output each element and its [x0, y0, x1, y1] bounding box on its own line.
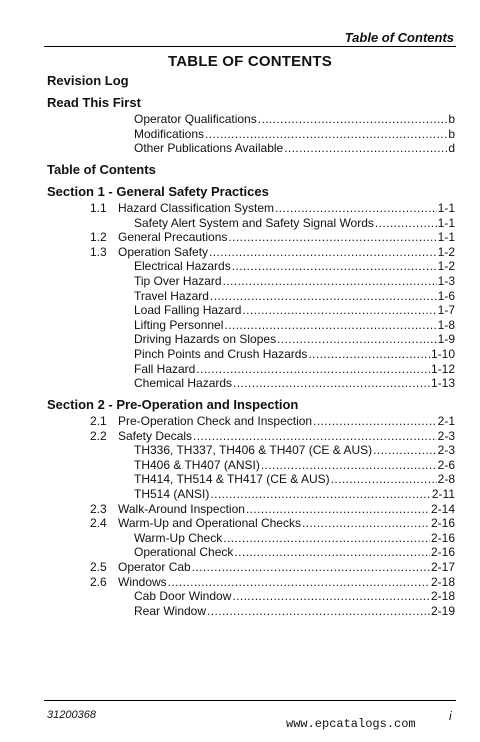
toc-entry-line	[134, 112, 455, 127]
entry-label: Lifting Personnel	[134, 317, 224, 332]
section-2-heading[interactable]: Section 2 - Pre-Operation and Inspection	[47, 397, 299, 412]
entry-page: 2-14	[430, 501, 455, 516]
read-first-heading[interactable]: Read This First	[47, 95, 141, 110]
toc-entry-line	[134, 472, 455, 487]
entry-page: 2-8	[437, 472, 455, 487]
entry-page: 2-11	[431, 486, 455, 501]
dot-leader	[205, 127, 447, 142]
toc-entry-line	[118, 560, 455, 575]
entry-page: d	[448, 141, 455, 156]
entry-label: Windows	[118, 574, 167, 589]
dot-leader	[302, 516, 430, 531]
entry-label: Tip Over Hazard	[134, 273, 222, 288]
toc-heading[interactable]: Table of Contents	[47, 162, 156, 177]
entry-label: Electrical Hazards	[134, 259, 231, 274]
document-number: 31200368	[47, 709, 96, 721]
entry-page: b	[448, 112, 455, 126]
dot-leader	[168, 575, 430, 590]
dot-leader	[261, 458, 437, 473]
toc-entry-line	[134, 303, 455, 318]
dot-leader	[284, 141, 447, 156]
dot-leader	[275, 201, 437, 216]
entry-page: 2-3	[437, 428, 455, 443]
toc-entry-line	[134, 487, 455, 502]
entry-page: 2-3	[437, 443, 455, 458]
entry-label: Rear Window	[134, 603, 207, 618]
entry-label: Pinch Points and Crush Hazards	[134, 346, 308, 361]
entry-page: 1-1	[437, 215, 455, 230]
toc-entry-line	[118, 516, 455, 531]
entry-label: Travel Hazard	[134, 288, 209, 303]
toc-entry[interactable]	[47, 502, 455, 517]
toc-entry[interactable]	[47, 259, 455, 274]
entry-label: Safety Decals	[118, 428, 193, 443]
dot-leader	[313, 414, 437, 429]
page-title: TABLE OF CONTENTS	[168, 53, 332, 70]
entry-page: b	[448, 126, 455, 141]
dot-leader	[258, 112, 448, 127]
dot-leader	[210, 487, 431, 502]
toc-entry[interactable]	[47, 414, 455, 429]
toc-entry[interactable]	[47, 141, 455, 156]
revision-log-heading[interactable]: Revision Log	[47, 73, 129, 88]
toc-entry-line	[134, 216, 455, 231]
entry-label: Cab Door Window	[134, 589, 232, 604]
entry-number: 2.2	[90, 428, 107, 443]
toc-entry-line	[118, 502, 455, 517]
toc-entry-line	[134, 127, 455, 142]
toc-entry-line	[134, 318, 455, 333]
toc-entry-line	[118, 230, 455, 245]
entry-number: 1.2	[90, 230, 107, 245]
entry-label: Fall Hazard	[134, 361, 196, 376]
toc-entry[interactable]	[47, 347, 455, 362]
entry-page: 1-7	[437, 303, 455, 318]
toc-entry-line	[134, 274, 455, 289]
toc-entry[interactable]	[47, 575, 455, 590]
entry-page: 1-10	[430, 346, 455, 361]
entry-page: 1-3	[437, 273, 455, 288]
toc-entry-line	[134, 332, 455, 347]
toc-entry-line	[134, 604, 455, 619]
toc-entry-line	[134, 531, 455, 546]
entry-label: TH414, TH514 & TH417 (CE & AUS)	[134, 472, 330, 487]
entry-label: TH406 & TH407 (ANSI)	[134, 457, 260, 472]
entry-page: 1-6	[437, 288, 455, 303]
dot-leader	[209, 245, 437, 260]
dot-leader	[196, 362, 430, 377]
toc-entry[interactable]	[47, 245, 455, 260]
toc-entry[interactable]	[47, 289, 455, 304]
toc-entry[interactable]	[47, 216, 455, 231]
entry-label: Driving Hazards on Slopes	[134, 332, 277, 347]
entry-page: 2-16	[430, 545, 455, 560]
toc-entry[interactable]	[47, 487, 455, 502]
entry-page: 1-9	[437, 332, 455, 347]
entry-label: Operator Cab	[118, 559, 191, 574]
entry-label: TH336, TH337, TH406 & TH407 (CE & AUS)	[134, 443, 373, 458]
entry-number: 2.3	[90, 501, 107, 516]
toc-entry[interactable]	[47, 472, 455, 487]
entry-page: 1-12	[430, 361, 455, 376]
entry-label: Operational Check	[134, 545, 234, 560]
section-2	[47, 396, 455, 618]
toc-entry-line	[134, 458, 455, 473]
toc-entry[interactable]	[47, 531, 455, 546]
entry-page: 1-1	[437, 230, 455, 245]
entry-label: Warm-Up Check	[134, 530, 223, 545]
toc-entry-line	[134, 443, 455, 458]
toc-entry[interactable]	[47, 545, 455, 560]
section-2-entries	[47, 414, 455, 618]
dot-leader	[308, 347, 430, 362]
toc-entry-line	[134, 141, 455, 156]
dot-leader	[193, 429, 437, 444]
dot-leader	[210, 289, 437, 304]
read-first-block	[47, 94, 455, 156]
toc-entry[interactable]	[47, 604, 455, 619]
dot-leader	[331, 472, 437, 487]
toc-entry[interactable]	[47, 274, 455, 289]
toc-entry[interactable]	[47, 429, 455, 444]
toc-entry-line	[118, 575, 455, 590]
entry-number: 2.1	[90, 414, 107, 428]
entry-label: Operation Safety	[118, 244, 209, 259]
entry-page: 1-8	[437, 317, 455, 332]
entry-page: 1-2	[437, 259, 455, 274]
toc-entry[interactable]	[47, 516, 455, 531]
header-rule	[44, 46, 456, 47]
entry-number: 2.4	[90, 516, 107, 531]
toc-entry-line	[118, 414, 455, 429]
dot-leader	[242, 303, 436, 318]
entry-label: Load Falling Hazard	[134, 303, 242, 318]
toc-entry-line	[134, 362, 455, 377]
entry-label: Other Publications Available	[134, 141, 284, 156]
section-1-heading[interactable]: Section 1 - General Safety Practices	[47, 184, 269, 199]
entry-label: Hazard Classification System	[118, 201, 275, 215]
entry-page: 2-16	[430, 516, 455, 531]
dot-leader	[232, 589, 430, 604]
toc-entry[interactable]	[47, 443, 455, 458]
entry-label: Warm-Up and Operational Checks	[118, 516, 301, 531]
watermark-url[interactable]: www.epcatalogs.com	[286, 717, 416, 731]
entry-label: Operator Qualifications	[134, 112, 257, 126]
footer-rule	[44, 700, 456, 701]
entry-label: Walk-Around Inspection	[118, 501, 245, 516]
dot-leader	[223, 531, 430, 546]
entry-page: 1-2	[437, 244, 455, 259]
toc-entry-line	[134, 376, 455, 391]
toc-entry[interactable]	[47, 230, 455, 245]
entry-page: 2-17	[430, 559, 455, 574]
toc-entry-line	[118, 245, 455, 260]
dot-leader	[234, 545, 430, 560]
entry-page: 2-1	[437, 414, 455, 428]
toc-entry-line	[134, 545, 455, 560]
toc-entry-line	[134, 589, 455, 604]
toc-entry[interactable]	[47, 318, 455, 333]
toc-heading-block	[47, 161, 455, 179]
toc-entry-line	[134, 347, 455, 362]
toc-entry[interactable]	[47, 201, 455, 216]
toc-entry[interactable]	[47, 560, 455, 575]
page-number: i	[449, 709, 452, 723]
entry-page: 2-16	[430, 530, 455, 545]
running-header: Table of Contents	[344, 30, 454, 45]
section-1-entries	[47, 201, 455, 391]
entry-number: 1.1	[90, 201, 107, 215]
toc-entry[interactable]	[47, 127, 455, 142]
dot-leader	[373, 443, 437, 458]
entry-page: 2-19	[430, 603, 455, 618]
dot-leader	[207, 604, 430, 619]
dot-leader	[232, 259, 437, 274]
entry-label: Chemical Hazards	[134, 376, 233, 391]
toc-entry-line	[134, 259, 455, 274]
dot-leader	[375, 216, 437, 231]
entry-page: 1-1	[437, 201, 455, 215]
entry-page: 2-18	[430, 574, 455, 589]
entry-page: 1-13	[430, 376, 455, 391]
entry-number: 2.5	[90, 559, 107, 574]
entry-label: Pre-Operation Check and Inspection	[118, 414, 313, 428]
toc-entry[interactable]	[47, 112, 455, 127]
toc-entry[interactable]	[47, 303, 455, 318]
entry-label: General Precautions	[118, 230, 228, 245]
entry-label: TH514 (ANSI)	[134, 486, 210, 501]
toc-entry[interactable]	[47, 458, 455, 473]
revision-log-block	[47, 72, 455, 90]
dot-leader	[277, 332, 437, 347]
dot-leader	[223, 274, 437, 289]
entry-label: Safety Alert System and Safety Signal Words	[134, 215, 374, 230]
entry-label: Modifications	[134, 126, 205, 141]
toc-entry[interactable]	[47, 332, 455, 347]
entry-page: 2-18	[430, 589, 455, 604]
dot-leader	[192, 560, 430, 575]
section-1	[47, 183, 455, 391]
toc-entry[interactable]	[47, 589, 455, 604]
entry-number: 1.3	[90, 244, 107, 259]
toc-entry-line	[118, 429, 455, 444]
dot-leader	[246, 502, 430, 517]
entry-number: 2.6	[90, 574, 107, 589]
toc-entry-line	[134, 289, 455, 304]
dot-leader	[228, 230, 436, 245]
toc-entry-line	[118, 201, 455, 216]
dot-leader	[233, 376, 430, 391]
entry-page: 2-6	[437, 457, 455, 472]
toc-entry[interactable]	[47, 362, 455, 377]
toc-entry[interactable]	[47, 376, 455, 391]
dot-leader	[224, 318, 436, 333]
